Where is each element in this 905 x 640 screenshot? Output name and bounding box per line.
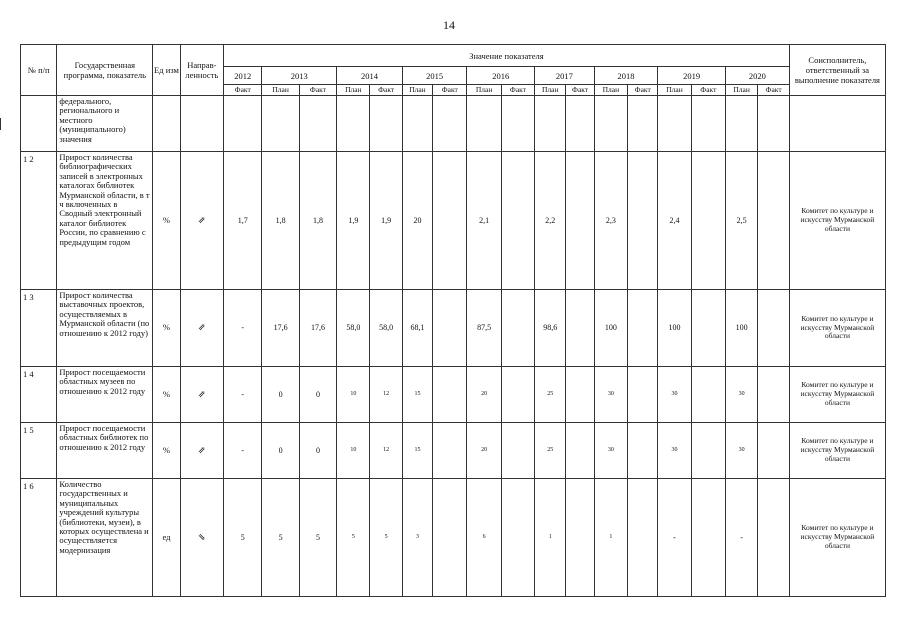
header-plan: План: [467, 85, 501, 96]
direction-icon: ⇗: [180, 423, 223, 479]
value-cell: [691, 290, 725, 367]
value-cell: 15: [402, 367, 432, 423]
value-cell: [758, 367, 790, 423]
header-year: 2020: [726, 67, 790, 85]
row-number: [21, 96, 57, 152]
unit-cell: %: [153, 423, 180, 479]
value-cell: 1,8: [299, 152, 336, 290]
value-cell: 68,1: [402, 290, 432, 367]
value-cell: 20: [402, 152, 432, 290]
value-cell: [535, 96, 566, 152]
value-cell: 6: [467, 479, 501, 597]
executor-cell: [789, 96, 885, 152]
value-cell: 25: [535, 423, 566, 479]
value-cell: 5: [337, 479, 370, 597]
value-cell: [758, 152, 790, 290]
value-cell: [758, 96, 790, 152]
value-cell: [566, 479, 594, 597]
indicator-name: Количество государственных и муниципальных учреждений культуры (библиотеки, музеи), в которых осуществлена и осуществляется модернизация: [57, 479, 153, 597]
header-plan: План: [658, 85, 691, 96]
header-fact: Факт: [758, 85, 790, 96]
value-cell: -: [726, 479, 758, 597]
value-cell: [501, 479, 534, 597]
header-plan: План: [535, 85, 566, 96]
unit-cell: [153, 96, 180, 152]
value-cell: [566, 367, 594, 423]
row-number: 1 6: [21, 479, 57, 597]
row-number: 1 2: [21, 152, 57, 290]
value-cell: 1,9: [337, 152, 370, 290]
value-cell: [566, 96, 594, 152]
header-fact: Факт: [628, 85, 658, 96]
value-cell: 5: [262, 479, 299, 597]
header-plan: План: [402, 85, 432, 96]
unit-cell: %: [153, 152, 180, 290]
value-cell: 30: [658, 423, 691, 479]
header-value-title: Значение показателя: [224, 45, 790, 67]
header-direction: Направ-ленность: [180, 45, 223, 96]
value-cell: [628, 423, 658, 479]
value-cell: [467, 96, 501, 152]
value-cell: -: [224, 290, 262, 367]
value-cell: -: [224, 423, 262, 479]
value-cell: 1: [594, 479, 627, 597]
unit-cell: ед: [153, 479, 180, 597]
value-cell: 1,8: [262, 152, 299, 290]
value-cell: 20: [467, 423, 501, 479]
indicator-table: [20, 44, 886, 597]
table-row: [21, 96, 886, 152]
table-row: [21, 152, 886, 290]
value-cell: [628, 367, 658, 423]
header-fact: Факт: [370, 85, 402, 96]
value-cell: 10: [337, 367, 370, 423]
value-cell: 30: [726, 423, 758, 479]
value-cell: 87,5: [467, 290, 501, 367]
header-plan: План: [262, 85, 299, 96]
value-cell: [691, 423, 725, 479]
direction-icon: ⇗: [180, 367, 223, 423]
value-cell: [691, 152, 725, 290]
value-cell: [566, 290, 594, 367]
value-cell: [566, 152, 594, 290]
value-cell: [691, 96, 725, 152]
value-cell: 2,5: [726, 152, 758, 290]
direction-icon: ⇘: [180, 479, 223, 597]
value-cell: 0: [299, 367, 336, 423]
value-cell: [691, 479, 725, 597]
value-cell: [501, 96, 534, 152]
value-cell: 12: [370, 423, 402, 479]
executor-cell: Комитет по культуре и искусству Мурманской области: [789, 479, 885, 597]
value-cell: [433, 152, 467, 290]
unit-cell: %: [153, 367, 180, 423]
value-cell: [628, 96, 658, 152]
header-year: 2018: [594, 67, 658, 85]
direction-icon: ⇗: [180, 152, 223, 290]
header-fact: Факт: [224, 85, 262, 96]
value-cell: 25: [535, 367, 566, 423]
header-year: 2016: [467, 67, 535, 85]
executor-cell: Комитет по культуре и искусству Мурманской области: [789, 367, 885, 423]
header-year: 2014: [337, 67, 403, 85]
value-cell: 2,4: [658, 152, 691, 290]
value-cell: 58,0: [337, 290, 370, 367]
header-unit: Ед изм: [153, 45, 180, 96]
value-cell: 15: [402, 423, 432, 479]
value-cell: [501, 152, 534, 290]
value-cell: [433, 367, 467, 423]
direction-icon: [180, 96, 223, 152]
value-cell: [370, 96, 402, 152]
value-cell: 1,9: [370, 152, 402, 290]
table-row: [21, 290, 886, 367]
header-year: 2013: [262, 67, 337, 85]
value-cell: [758, 479, 790, 597]
value-cell: [758, 290, 790, 367]
value-cell: [628, 479, 658, 597]
value-cell: 5: [299, 479, 336, 597]
value-cell: 30: [594, 367, 627, 423]
value-cell: -: [658, 479, 691, 597]
value-cell: [299, 96, 336, 152]
value-cell: [628, 290, 658, 367]
header-plan: План: [726, 85, 758, 96]
value-cell: [758, 423, 790, 479]
value-cell: 30: [726, 367, 758, 423]
header-fact: Факт: [433, 85, 467, 96]
indicator-name: Прирост количества библиографических записей в электронных каталогах библиотек Мурманской области, в т ч включенных в Сводный электронный каталог библиотек России, по сравнению с предыдущим годом: [57, 152, 153, 290]
value-cell: [501, 367, 534, 423]
value-cell: 98,6: [535, 290, 566, 367]
unit-cell: %: [153, 290, 180, 367]
value-cell: [691, 367, 725, 423]
value-cell: [402, 96, 432, 152]
value-cell: 0: [299, 423, 336, 479]
value-cell: 5: [224, 479, 262, 597]
value-cell: [224, 96, 262, 152]
value-cell: [628, 152, 658, 290]
value-cell: 0: [262, 367, 299, 423]
header-year: 2015: [402, 67, 467, 85]
value-cell: [433, 290, 467, 367]
value-cell: 30: [594, 423, 627, 479]
value-cell: 2,1: [467, 152, 501, 290]
value-cell: [658, 96, 691, 152]
value-cell: 20: [467, 367, 501, 423]
header-executor: Соисполнитель, ответственный за выполнение показателя: [789, 45, 885, 96]
value-cell: [501, 423, 534, 479]
header-fact: Факт: [566, 85, 594, 96]
row-number: 1 5: [21, 423, 57, 479]
executor-cell: Комитет по культуре и искусству Мурманской области: [789, 152, 885, 290]
row-number: 1 4: [21, 367, 57, 423]
header-fact: Факт: [501, 85, 534, 96]
table-row: [21, 423, 886, 479]
value-cell: 3: [402, 479, 432, 597]
header-fact: Факт: [299, 85, 336, 96]
row-number: 1 3: [21, 290, 57, 367]
value-cell: 5: [370, 479, 402, 597]
header-year: 2017: [535, 67, 595, 85]
page-number: 14: [443, 18, 455, 32]
value-cell: 1: [535, 479, 566, 597]
value-cell: -: [224, 367, 262, 423]
header-year: 2019: [658, 67, 726, 85]
value-cell: [433, 479, 467, 597]
value-cell: [433, 96, 467, 152]
value-cell: [501, 290, 534, 367]
value-cell: 12: [370, 367, 402, 423]
value-cell: 30: [658, 367, 691, 423]
value-cell: [726, 96, 758, 152]
header-plan: План: [594, 85, 627, 96]
executor-cell: Комитет по культуре и искусству Мурманской области: [789, 423, 885, 479]
value-cell: 100: [658, 290, 691, 367]
indicator-name: федерального, регионального и местного (муниципального) значения: [57, 96, 153, 152]
executor-cell: Комитет по культуре и искусству Мурманской области: [789, 290, 885, 367]
header-num: № п/п: [21, 45, 57, 96]
table-row: [21, 479, 886, 597]
value-cell: 17,6: [262, 290, 299, 367]
header-year: 2012: [224, 67, 262, 85]
table-row: [21, 367, 886, 423]
indicator-name: Прирост посещаемости областных музеев по отношению к 2012 году: [57, 367, 153, 423]
value-cell: 58,0: [370, 290, 402, 367]
value-cell: [337, 96, 370, 152]
value-cell: 10: [337, 423, 370, 479]
value-cell: 2,2: [535, 152, 566, 290]
value-cell: [433, 423, 467, 479]
value-cell: 100: [726, 290, 758, 367]
indicator-name: Прирост посещаемости областных библиотек по отношению к 2012 году: [57, 423, 153, 479]
value-cell: [262, 96, 299, 152]
direction-icon: ⇗: [180, 290, 223, 367]
page-edge-mark: [0, 118, 1, 130]
value-cell: 17,6: [299, 290, 336, 367]
value-cell: 100: [594, 290, 627, 367]
value-cell: [594, 96, 627, 152]
header-program: Государственная программа, показатель: [57, 45, 153, 96]
indicator-name: Прирост количества выставочных проектов, осуществляемых в Мурманской области (по отношению к 2012 году): [57, 290, 153, 367]
value-cell: 0: [262, 423, 299, 479]
value-cell: 2,3: [594, 152, 627, 290]
header-fact: Факт: [691, 85, 725, 96]
value-cell: [566, 423, 594, 479]
value-cell: 1,7: [224, 152, 262, 290]
header-plan: План: [337, 85, 370, 96]
